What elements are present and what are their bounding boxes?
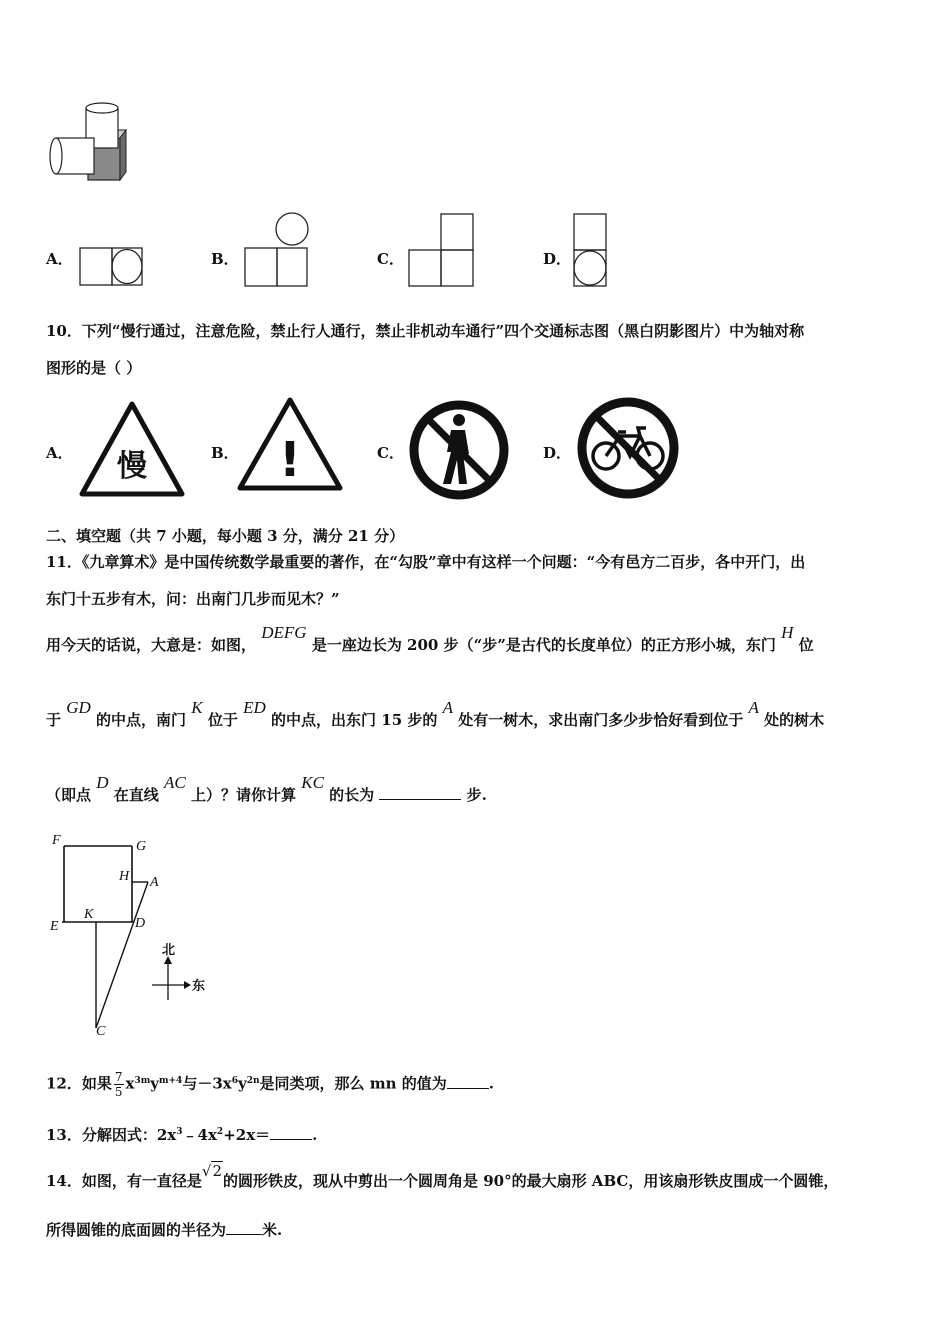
q12-text-a: 12．如果	[46, 1074, 112, 1093]
q11-fig-label-d: D	[135, 916, 146, 931]
q14-line-1	[46, 1162, 839, 1191]
compass-north-label: 北	[162, 943, 176, 958]
q13-answer-blank[interactable]	[270, 1125, 312, 1140]
q9-option-b-label: B．	[211, 250, 239, 268]
q12-y2-exp: 2n	[246, 1075, 260, 1086]
q14-line-2	[46, 1219, 282, 1240]
q13-text-c: +2x＝	[223, 1126, 271, 1144]
q11-l4-text-b: 的中点，南门	[96, 711, 187, 729]
q11-line-4	[46, 698, 825, 730]
q10-text-1: 下列“慢行通过，注意危险，禁止行人通行，禁止非机动车通行”四个交通标志图（黑白阴影图片）中为轴对称	[81, 322, 805, 340]
q11-line-2: 东门十五步有木，问：出南门几步而见木？”	[46, 590, 340, 608]
q13-exp-2: 2	[216, 1127, 224, 1137]
q10-line-1	[46, 320, 804, 341]
danger-sign-icon	[238, 396, 348, 496]
q11-l3-text-c: 位	[798, 636, 814, 654]
q11-l5-text-c: 上）？请你计算	[190, 786, 296, 804]
q11-line-1: 11．《九章算术》是中国传统数学最重要的著作，在“勾股”章中有这样一个问题：“今有邑方二百步，各中开门，出	[46, 553, 806, 571]
slow-sign-char: 慢	[117, 449, 147, 484]
q11-answer-blank[interactable]	[379, 785, 461, 800]
q11-line-3	[46, 623, 814, 655]
q14-answer-blank[interactable]	[226, 1220, 262, 1235]
q11-l3-text-a: 用今天的话说，大意是：如图，	[46, 636, 257, 654]
section-2-heading: 二、填空题（共 7 小题，每小题 3 分，满分 21 分）	[46, 527, 405, 545]
q11-l5-text-b: 在直线	[113, 786, 159, 804]
q11-var-gd: GD	[66, 698, 91, 717]
q11-l4-text-e: 处有一树木，求出南门多少步恰好看到位于	[458, 711, 744, 729]
q12-text-b: 与－3x	[182, 1074, 232, 1093]
q11-fig-label-h: H	[119, 869, 130, 884]
q13-line	[46, 1124, 317, 1145]
q12-text-d: .	[488, 1074, 494, 1093]
compass-east-label: 东	[192, 979, 206, 994]
q11-l4-text-c: 位于	[207, 711, 238, 729]
q11-fig-label-k: K	[84, 907, 94, 922]
q9-option-d-figure	[572, 212, 612, 292]
q11-var-k: K	[191, 698, 203, 717]
danger-sign-char: !	[279, 432, 301, 488]
q11-line-5	[46, 773, 487, 805]
q14-sqrt-value: 2	[212, 1162, 222, 1180]
q14-text-b: 的圆形铁皮，现从中剪出一个圆周角是 90°的最大扇形 ABC，用该扇形铁皮围成一个圆锥，	[222, 1172, 839, 1190]
q9-option-d-label: D．	[543, 250, 572, 268]
q12-text-c: 是同类项，那么 mn 的值为	[259, 1074, 447, 1093]
q12-y-exp: m+4	[158, 1075, 183, 1086]
q10-option-c-label: C．	[377, 444, 404, 462]
q11-fig-label-c: C	[96, 1024, 106, 1039]
slow-sign-icon	[78, 400, 188, 500]
q12-frac-num: 7	[114, 1070, 123, 1084]
q12-x-exp: 3m	[134, 1075, 151, 1086]
q11-var-d: D	[96, 773, 109, 792]
q13-text-b: ﹣4x	[182, 1126, 217, 1144]
q11-var-h: H	[781, 623, 794, 642]
q11-l5-text-a: （即点	[46, 786, 92, 804]
q14-text-c: 所得圆锥的底面圆的半径为	[46, 1221, 227, 1239]
q10-line-2: 图形的是（ ）	[46, 359, 142, 377]
q11-fig-label-a: A	[150, 875, 159, 890]
q9-option-b-figure	[243, 212, 313, 292]
q12-x: x	[125, 1074, 135, 1093]
q11-l4-text-d: 的中点，出东门 15 步的	[271, 711, 438, 729]
q11-var-a-2: A	[748, 698, 759, 717]
q13-exp-1: 3	[176, 1127, 183, 1137]
q14-text-d: 米.	[262, 1221, 283, 1239]
q11-var-ed: ED	[243, 698, 266, 717]
q11-geometry-figure	[46, 830, 216, 1040]
q12-line	[46, 1070, 494, 1099]
q13-text-d: .	[312, 1126, 318, 1144]
q12-fraction	[114, 1070, 124, 1099]
q11-l5-text-e: 步.	[466, 786, 487, 804]
q11-var-defg: DEFG	[261, 623, 307, 642]
solid-figure	[48, 100, 128, 190]
q13-text-a: 13．分解因式：2x	[46, 1126, 177, 1144]
no-bicycle-sign-icon	[574, 396, 682, 500]
q12-answer-blank[interactable]	[447, 1074, 489, 1089]
q12-frac-den: 5	[114, 1085, 123, 1099]
q9-option-c-label: C．	[377, 250, 404, 268]
q10-number: 10．	[46, 322, 82, 340]
q14-text-a: 14．如图，有一直径是	[46, 1172, 202, 1190]
q11-var-kc: KC	[301, 773, 324, 792]
q11-fig-label-e: E	[50, 919, 59, 934]
q11-var-ac: AC	[164, 773, 186, 792]
q12-y: y	[150, 1074, 159, 1093]
q12-x2-exp: 6	[231, 1075, 238, 1086]
q10-option-d-label: D．	[543, 444, 572, 462]
q10-option-b-label: B．	[211, 444, 239, 462]
q9-option-a-label: A．	[46, 250, 73, 268]
q11-l4-text-f: 处的树木	[764, 711, 825, 729]
no-pedestrian-sign-icon	[407, 398, 511, 502]
q11-l5-text-d: 的长为	[329, 786, 375, 804]
q12-y2: y	[237, 1074, 247, 1093]
q9-option-a-figure	[78, 248, 144, 288]
q11-l3-text-b: 是一座边长为 200 步（“步”是古代的长度单位）的正方形小城，东门	[311, 636, 776, 654]
q11-fig-label-g: G	[136, 839, 147, 854]
q10-option-a-label: A．	[46, 444, 73, 462]
q11-l4-text-a: 于	[46, 711, 62, 729]
q11-fig-label-f: F	[52, 833, 61, 848]
q11-var-a-1: A	[442, 698, 453, 717]
q14-sqrt: √2	[201, 1162, 222, 1180]
q9-option-c-figure	[407, 212, 477, 292]
